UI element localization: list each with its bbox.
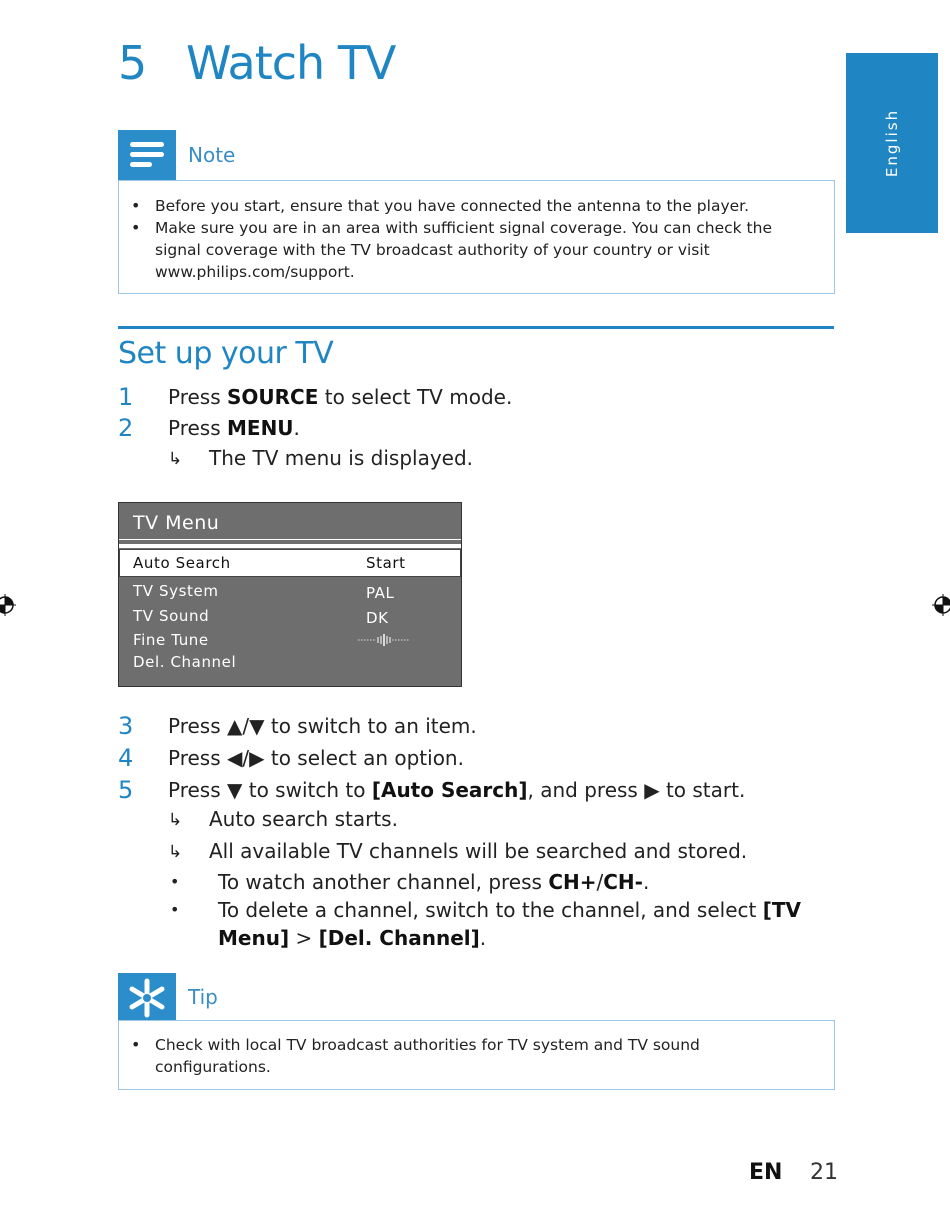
- sub-bullet: To watch another channel, press CH+/CH-.: [218, 870, 650, 894]
- sub-bullet: To delete a channel, switch to the channel, and select [TV: [218, 898, 801, 922]
- step-result: The TV menu is displayed.: [209, 446, 474, 470]
- step-number: 2: [118, 414, 134, 442]
- tv-menu-divider: [119, 544, 461, 548]
- up-down-arrow-icon: ▲/▼: [227, 714, 265, 738]
- tip-label: Tip: [188, 985, 218, 1009]
- step-number: 5: [118, 776, 134, 804]
- menu-option-tv-menu: [TV: [762, 898, 801, 922]
- tv-menu-title: TV Menu: [133, 512, 220, 534]
- result-arrow-icon: ↳: [168, 449, 183, 469]
- tv-menu-item-label: Auto Search: [133, 554, 231, 572]
- menu-option-auto-search: [Auto Search]: [371, 778, 528, 802]
- language-tab: [846, 53, 938, 233]
- note-label: Note: [188, 143, 236, 167]
- note-item: • Before you start, ensure that you have connected the antenna to the player.: [119, 195, 799, 217]
- registration-mark-left-icon: [0, 594, 16, 616]
- tv-menu-item-label: TV System: [133, 582, 219, 600]
- key-source: SOURCE: [227, 385, 319, 409]
- step-text: Press MENU.: [168, 416, 300, 440]
- key-ch-minus: CH-: [603, 870, 643, 894]
- section-title: Set up your TV: [118, 336, 334, 371]
- section-rule: [118, 326, 834, 329]
- tip-box: [118, 1020, 835, 1090]
- step-result: Auto search starts.: [209, 807, 398, 831]
- tip-item: • Check with local TV broadcast authorities for TV system and TV sound configurations.: [119, 1034, 739, 1078]
- note-icon: [118, 130, 176, 180]
- step-text: Press ▼ to switch to [Auto Search], and press ▶ to start.: [168, 778, 746, 802]
- chapter-number: 5: [118, 36, 148, 90]
- step-text: Press ▲/▼ to switch to an item.: [168, 714, 477, 738]
- tv-menu-item-value: DK: [366, 609, 389, 627]
- tv-menu-screen: [118, 502, 462, 687]
- step-number: 4: [118, 744, 134, 772]
- sub-bullet-continued: Menu] > [Del. Channel].: [218, 926, 487, 950]
- language-tab-label: English: [883, 108, 901, 178]
- step-number: 1: [118, 383, 134, 411]
- tv-menu-item-label: Fine Tune: [133, 631, 209, 649]
- step-text: Press SOURCE to select TV mode.: [168, 385, 513, 409]
- footer-language: EN: [749, 1160, 783, 1185]
- bullet-dot: •: [170, 900, 180, 919]
- right-arrow-icon: ▶: [644, 778, 660, 802]
- bullet-dot: •: [170, 872, 180, 891]
- tv-menu-item-value: PAL: [366, 584, 395, 602]
- tv-menu-item-label: Del. Channel: [133, 653, 237, 671]
- tip-icon: [118, 973, 176, 1023]
- key-ch-plus: CH+: [548, 870, 597, 894]
- step-number: 3: [118, 712, 134, 740]
- tv-menu-divider: [119, 539, 461, 540]
- page-number: 21: [810, 1160, 838, 1185]
- key-menu: MENU: [227, 416, 294, 440]
- fine-tune-scale-icon: [358, 634, 410, 646]
- tv-menu-item-label: TV Sound: [133, 607, 210, 625]
- result-arrow-icon: ↳: [168, 810, 183, 830]
- down-arrow-icon: ▼: [227, 778, 243, 802]
- left-right-arrow-icon: ◀/▶: [227, 746, 265, 770]
- menu-option-del-channel: [Del. Channel]: [318, 926, 480, 950]
- registration-mark-right-icon: [932, 594, 950, 616]
- tv-menu-item-value: Start: [366, 554, 406, 572]
- step-text: Press ◀/▶ to select an option.: [168, 746, 464, 770]
- result-arrow-icon: ↳: [168, 842, 183, 862]
- chapter-title: Watch TV: [186, 36, 396, 90]
- note-box: [118, 180, 835, 294]
- note-item: • Make sure you are in an area with sufficient signal coverage. You can check the signal coverage with the TV broadcast authority of your country or visit www.philips.com/support.: [119, 217, 799, 283]
- step-result: All available TV channels will be searched and stored.: [209, 839, 748, 863]
